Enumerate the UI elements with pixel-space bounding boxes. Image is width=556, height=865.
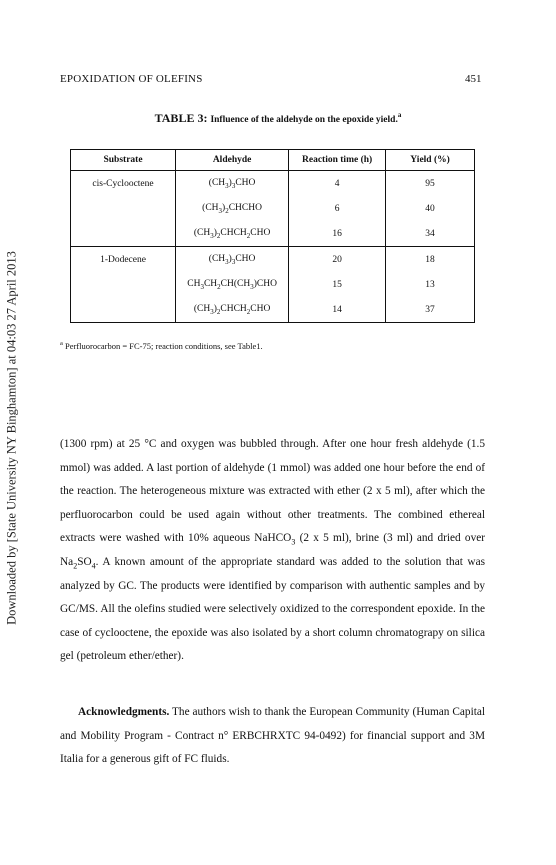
aldehyde-cell: $(CH_3)_2CHCH_2CHO$: [176, 221, 289, 247]
table-row: [71, 196, 475, 221]
table-row: [71, 272, 475, 297]
substrate-cell: [71, 221, 176, 247]
aldehyde-cell: $(CH_3)_2CHCH_2CHO$: [176, 297, 289, 323]
table-footnote: [60, 340, 263, 351]
running-head: EPOXIDATION OF OLEFINS: [60, 73, 203, 85]
page-number: 451: [465, 73, 482, 85]
body-paragraph: (1300 rpm) at 25 °C and oxygen was bubbled through. After one hour fresh aldehyde (1.5 mmol) was added. A last portion of aldehyde (1 mmol) was added one hour before the end of the reaction. The heterogeneous mixture was extracted with ether (2 x 5 ml), after which the perfluorocarbon could be used again without other treatments. The combined ethereal extracts were washed with 10% aqueous NaHCO$_3$ (2 x 5 ml), brine (3 ml) and dried over $Na_2SO_4$. A known amount of the appropriate standard was added to the solution that was analyzed by GC. The products were identified by comparison with authentic samples and by GC/MS. All the olefins studied were selectively oxidized to the correspondent epoxide. In the case of cyclooctene, the epoxide was also isolated by a short column chromatograpy on silica gel (petroleum ether/ether).: [60, 438, 486, 663]
column-header-reaction-time: Reaction time (h): [289, 150, 386, 171]
table-row: [71, 221, 475, 247]
table-caption: [60, 111, 496, 126]
acknowledgments-heading: Acknowledgments.: [78, 706, 170, 718]
substrate-cell: [71, 297, 176, 323]
download-note-text: Downloaded by [State University NY Binghamton] at 04:03 27 April 2013: [4, 251, 19, 625]
table-title: Influence of the aldehyde on the epoxide yield.: [210, 115, 398, 125]
acknowledgments-text: The authors wish to thank the European Community (Human Capital and Mobility Program - Contract n° ERBCHRXTC 94-0492) for financial support and 3M Italia for a generous gift of FC fluids.: [60, 706, 485, 766]
substrate-cell: 1-Dodecene: [71, 247, 176, 273]
yield-cell: 37: [386, 297, 475, 323]
yield-cell: 13: [386, 272, 475, 297]
reaction-time-cell: 16: [289, 221, 386, 247]
aldehyde-cell: $(CH_3)_2CHCHO$: [176, 196, 289, 221]
aldehyde-yield-table: [70, 149, 475, 323]
aldehyde-cell: $(CH_3)_3CHO$: [176, 171, 289, 197]
column-header-aldehyde: Aldehyde: [176, 150, 289, 171]
yield-cell: 40: [386, 196, 475, 221]
substrate-cell: cis-Cyclooctene: [71, 171, 176, 197]
table-header-row: [71, 150, 475, 171]
table-title-footnote-mark: a: [397, 111, 402, 119]
table-label: TABLE 3:: [154, 111, 208, 125]
yield-cell: 95: [386, 171, 475, 197]
download-watermark: [2, 238, 22, 638]
yield-cell: 34: [386, 221, 475, 247]
table-row: [71, 297, 475, 323]
reaction-time-cell: 6: [289, 196, 386, 221]
reaction-time-cell: 20: [289, 247, 386, 273]
acknowledgments-paragraph: [60, 701, 485, 772]
reaction-time-cell: 15: [289, 272, 386, 297]
substrate-cell: [71, 196, 176, 221]
aldehyde-cell: $(CH_3)_3CHO$: [176, 247, 289, 273]
footnote-text: Perfluorocarbon = FC-75; reaction conditions, see Table1.: [65, 340, 263, 351]
table-row: [71, 171, 475, 197]
column-header-substrate: Substrate: [71, 150, 176, 171]
yield-cell: 18: [386, 247, 475, 273]
column-header-yield: Yield (%): [386, 150, 475, 171]
reaction-time-cell: 4: [289, 171, 386, 197]
substrate-cell: [71, 272, 176, 297]
table-row: [71, 247, 475, 273]
footnote-mark: a: [60, 340, 63, 347]
aldehyde-cell: $CH_3CH_2CH(CH_3)CHO$: [176, 272, 289, 297]
reaction-time-cell: 14: [289, 297, 386, 323]
